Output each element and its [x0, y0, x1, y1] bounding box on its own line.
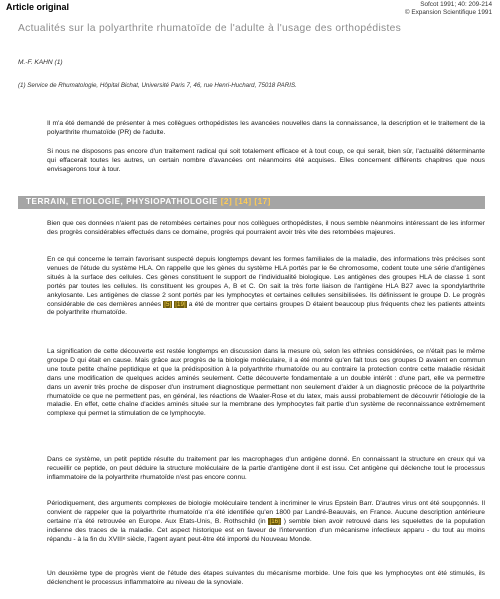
page-header: [0, 0, 500, 22]
intro-paragraph-2: Si nous ne disposons pas encore d'un traitement radical qui soit totalement efficace et à tout coup, ce qui serait, bien sûr, l'actualité déterminante qui effacerait toutes les autres, un certain nombre d'avancées ont néanmoins été acquises. Elles concernent différents chapitres que nous envisagerons tour à tour.: [47, 148, 485, 173]
section-heading-bar: [18, 196, 485, 209]
body-paragraph-5-text: Périodiquement, des arguments complexes de biologie moléculaire tendent à incriminer le virus Epstein Barr. D'autres virus ont été soupçonnés. Il convient de rappeler que la polyarthrite rhumatoïde n'a été identifiée qu'en 1800 par Landré-Beauvais, en France. Aucune description antérieure certaine n'a été retrouvée en Europe. Aux Etats-Unis, B. Rothschild (in: [47, 500, 485, 525]
body-paragraph-3: La signification de cette découverte est restée longtemps en discussion dans la mesure où, selon les ethnies considérées, ce n'était pas le même groupe D qui était en cause. Mais grâce aux progrès de la biologie moléculaire, il a été montré qu'en fait tous ces groupes D avaient en commun une toute petite chaîne peptidique et que la prédisposition à la polyarthrite rhumatoïde ou au contraire la protection contre cette maladie résidait dans une modification de quelques acides aminés seulement. Cette découverte fondamentale a un double intérêt : d'une part, elle va permettre dans un avenir très proche de disposer d'un instrument diagnostique permettant non seulement d'aider à un diagnostic précoce de la polyarthrite rhumatoïde ce que ne permettent pas, en général, les réactions de Waaler-Rose et du latex, mais aussi probablement de découvrir l'étiologie de la maladie. En effet, cette chaîne d'acides aminés située sur la membrane des lymphocytes fait partie d'un système de reconnaissance extrêmement complexe qui permet la stimulation de ce lymphocyte.: [47, 348, 485, 418]
reference-link[interactable]: [16]: [269, 517, 280, 525]
section-ref-link[interactable]: [2]: [220, 197, 233, 206]
body-paragraph-2: [47, 256, 485, 318]
author-line: M.-F. KAHN (1): [18, 59, 63, 66]
copyright-line: © Expansion Scientifique 1991: [404, 9, 492, 16]
body-paragraph-4: Dans ce système, un petit peptide résulte du traitement par les macrophages d'un antigène donné. En connaissant la structure en creux qui va recueillir ce peptide, on peut déduire la structure moléculaire de la partie d'antigène dont il est issu. Cet antigène qui déclenche tout le processus inflammatoire de la polyarthrite rhumatoïde n'est pas encore connu.: [47, 456, 485, 481]
body-paragraph-6: Un deuxième type de progrès vient de l'étude des étapes suivantes du mécanisme morbide. Une fois que les lymphocytes ont été stimulés, ils déclenchent le processus inflammatoire au niveau de la synoviale.: [47, 570, 485, 586]
body-paragraph-5: [47, 500, 485, 545]
journal-citation: [405, 1, 492, 17]
section-title-text: TERRAIN, ETIOLOGIE, PHYSIOPATHOLOGIE: [26, 197, 218, 206]
body-paragraph-2-text: En ce qui concerne le terrain favorisant suspecté depuis longtemps devant les formes familiales de la maladie, des informations très précises sont venues de l'étude du système HLA. On rappelle que les gènes du système HLA portés par le 6e chromosome, codent toute une série d'antigènes situés à la surface des cellules. Ces gènes constituent le support de l'individualité biologique. Les antigènes des groupes HLA de classe 1 sont portés par toutes les cellules. Ils constituent les groupes A, B et C. On sait la très forte liaison de l'antigène HLA B27 avec la spondylarthrite ankylosante. Les antigènes de classe 2 sont portés par les lymphocytes et certaines cellules sensibilisées. Ils définissent le groupe D. Le progrès considérable de ces dernières années: [47, 256, 485, 308]
article-title: Actualités sur la polyarthrite rhumatoïde de l'adulte à l'usage des orthopédistes: [18, 23, 402, 34]
reference-link[interactable]: [19]: [175, 300, 186, 308]
section-ref-link[interactable]: [14]: [235, 197, 252, 206]
reference-link[interactable]: [5]: [164, 300, 172, 308]
intro-paragraph-1: Il m'a été demandé de présenter à mes collègues orthopédistes les avancées nouvelles dans la connaissance, la description et le traitement de la polyarthrite rhumatoïde (PR) de l'adulte.: [47, 120, 485, 136]
journal-reference: Sofcot 1991; 40: 209-214: [420, 1, 492, 8]
affiliation-line: (1) Service de Rhumatologie, Hôpital Bichat, Université Paris 7, 46, rue Henri-Huchard, 75018 PARIS.: [18, 82, 297, 89]
article-type-label: Article original: [6, 2, 70, 12]
body-paragraph-2-text-end: a été de montrer que certains groupes D étaient beaucoup plus fréquents chez les patients atteints de polyarthrite rhumatoïde.: [47, 300, 486, 317]
section-ref-link[interactable]: [17]: [254, 197, 271, 206]
body-paragraph-5-text-end: ) semble bien avoir retrouvé dans les squelettes de la population indienne des traces de la maladie. Cet aspect historique est en faveur de l'intervention d'un mécanisme infectieux apparu - du tout au moins répandu - à la fin du XVIIIᵉ siècle, l'agent ayant peut-être été importé du Nouveau Monde.: [47, 517, 486, 543]
section-heading: [26, 197, 271, 206]
body-paragraph-1: Bien que ces données n'aient pas de retombées certaines pour nos collègues orthopédistes, il nous semble néanmoins intéressant de les informer des progrès considérables effectués dans ce domaine, progrès qui pourraient avoir très vite des retombées majeures.: [47, 220, 485, 236]
